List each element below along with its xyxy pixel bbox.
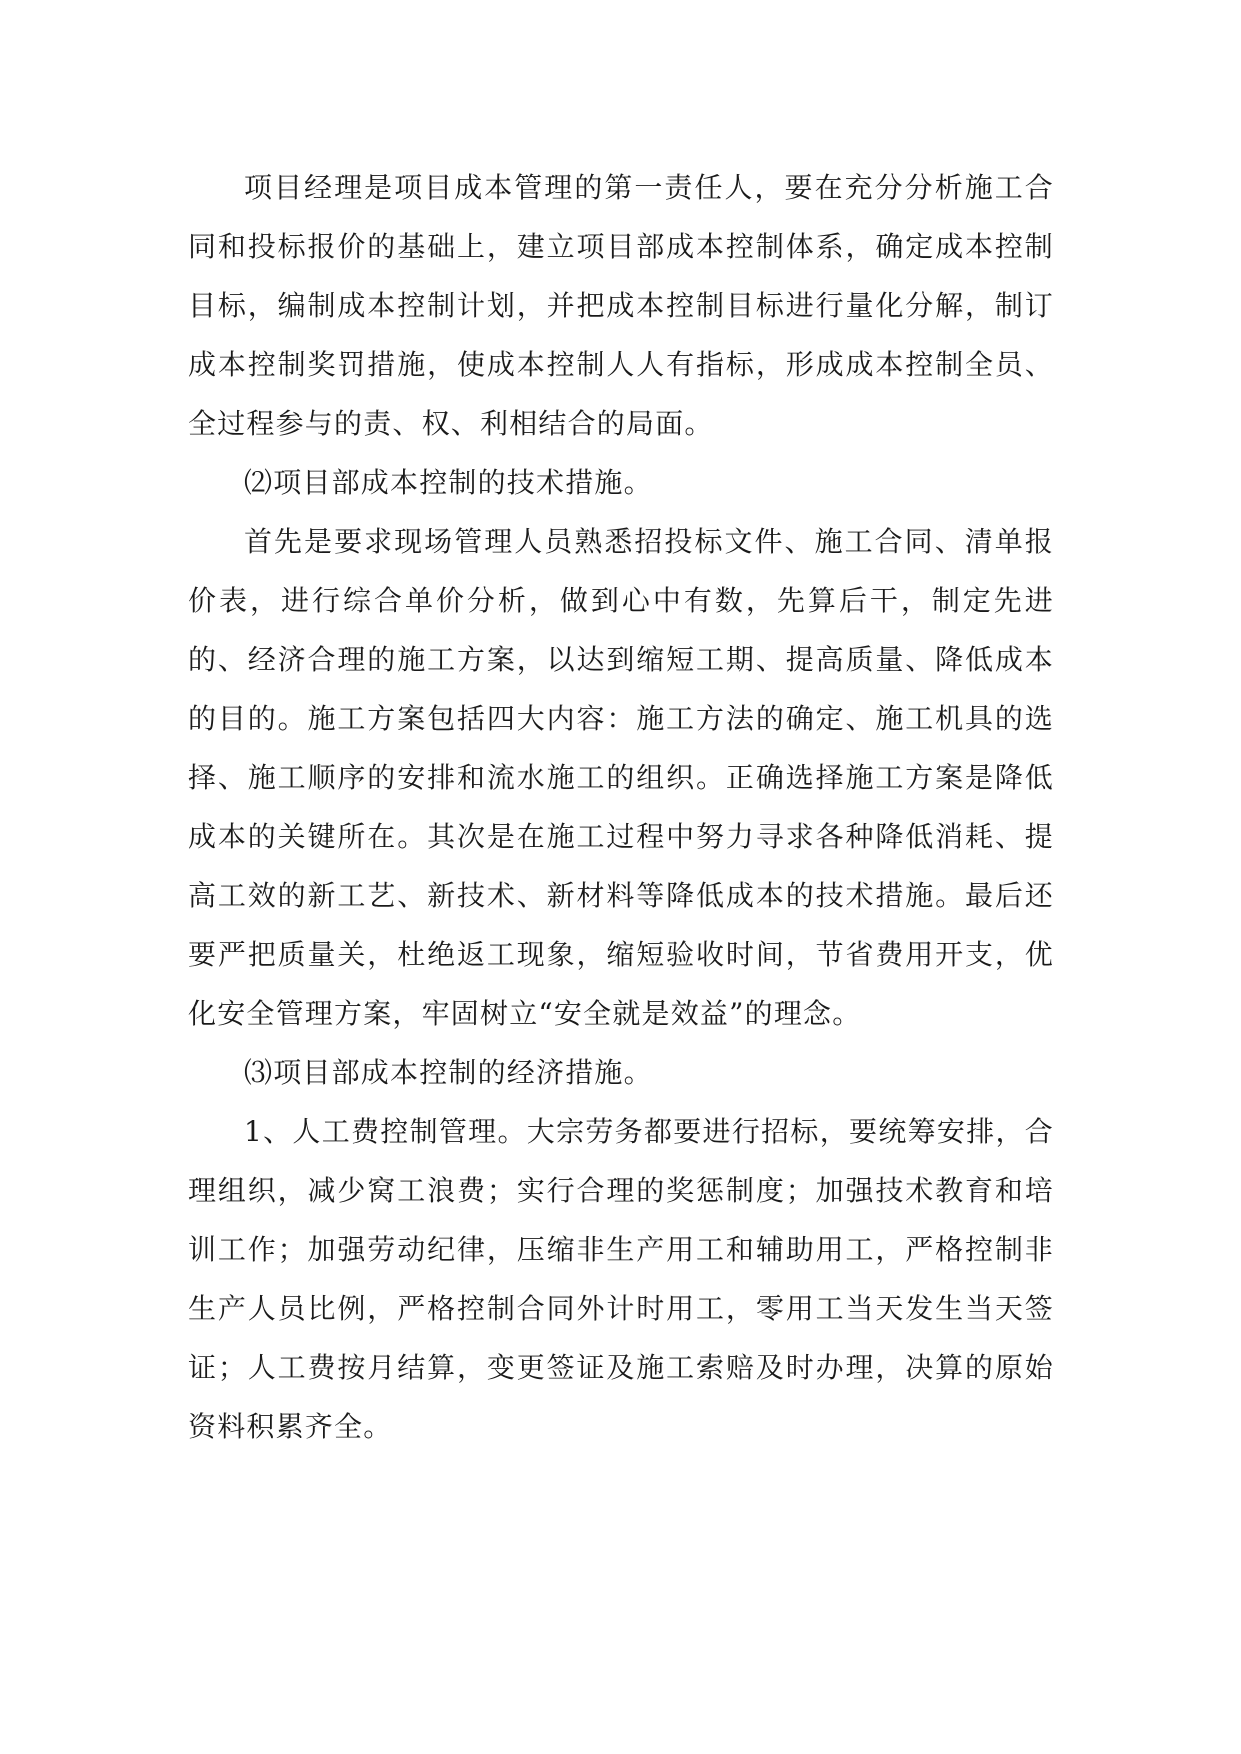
paragraph-cost-responsibility: 项目经理是项目成本管理的第一责任人，要在充分分析施工合同和投标报价的基础上，建立项目部成本控制体系，确定成本控制目标，编制成本控制计划，并把成本控制目标进行量化分解，制订成本控制奖罚措施，使成本控制人人有指标，形成成本控制全员、全过程参与的责、权、利相结合的局面。 — [188, 171, 1054, 440]
heading-economic-measures: ⑶项目部成本控制的经济措施。 — [244, 1056, 653, 1089]
paragraph-labor-cost-control: 1、人工费控制管理。大宗劳务都要进行招标，要统筹安排，合理组织，减少窝工浪费；实行合理的奖惩制度；加强技术教育和培训工作；加强劳动纪律，压缩非生产用工和辅助用工，严格控制非生产人员比例，严格控制合同外计时用工，零用工当天发生当天签证；人工费按月结算，变更签证及施工索赔及时办理，决算的原始资料积累齐全。 — [188, 1115, 1054, 1443]
heading-technical-measures: ⑵项目部成本控制的技术措施。 — [244, 466, 653, 499]
document-body — [188, 158, 1054, 1456]
paragraph-technical-measures: 首先是要求现场管理人员熟悉招投标文件、施工合同、清单报价表，进行综合单价分析，做到心中有数，先算后干，制定先进的、经济合理的施工方案，以达到缩短工期、提高质量、降低成本的目的。施工方案包括四大内容：施工方法的确定、施工机具的选择、施工顺序的安排和流水施工的组织。正确选择施工方案是降低成本的关键所在。其次是在施工过程中努力寻求各种降低消耗、提高工效的新工艺、新技术、新材料等降低成本的技术措施。最后还要严把质量关，杜绝返工现象，缩短验收时间，节省费用开支，优化安全管理方案，牢固树立“安全就是效益”的理念。 — [188, 525, 1054, 1030]
